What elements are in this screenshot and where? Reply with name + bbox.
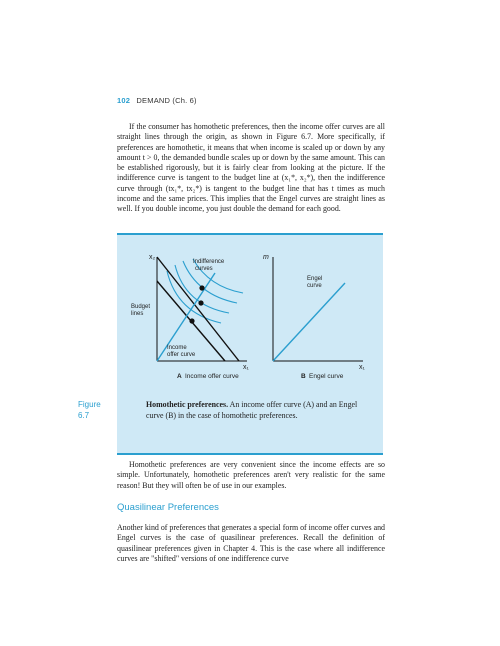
- indifference-label-1: Indifference: [193, 259, 225, 265]
- paragraph-quasilinear: Another kind of preferences that generates a special form of income offer curves and Engel curves is the case of quasilinear preferences. Recall the definition of quasilinear preferences given in Chapter 4. This is the case where all indifference curves are "shifted" versions of one indifference curve: [117, 523, 385, 563]
- panel-a-caption: Income offer curve: [185, 373, 239, 380]
- panel-b-letter: B: [301, 373, 306, 380]
- panel-a-x-label: x₁: [243, 364, 249, 371]
- panel-a-letter: A: [177, 373, 182, 380]
- income-label-2: offer curve: [167, 352, 196, 358]
- running-header: [117, 96, 197, 105]
- figure-caption: [146, 400, 371, 421]
- figure-panel: [117, 233, 383, 455]
- page-number: 102: [117, 96, 131, 105]
- paragraph-homothetic: If the consumer has homothetic preferences, then the income offer curves are all straight lines through the origin, as shown in Figure 6.7. More specifically, if preferences are homothetic, it means that when income is scaled up or down by any amount t > 0, the demanded bundle scales up or down by the same amount. This can be established rigorously, but it is fairly clear from looking at the picture. If the indifference curve is tangent to the budget line at (x₁*, x₂*), then the indifference curve through (tx₁*, tx₂*) is tangent to the budget line that has t times as much income and the same prices. This implies that the Engel curves are straight lines as well. If you double income, you just double the demand for each good.: [117, 122, 385, 214]
- engel-label-2: curve: [307, 283, 322, 289]
- panel-b-x-label: x₁: [359, 364, 365, 371]
- caption-text: An income offer curve (A) and an Engel curve (B) in the case of homothetic preferences.: [146, 400, 358, 420]
- engel-label-1: Engel: [307, 276, 323, 282]
- panel-b-caption: Engel curve: [309, 373, 344, 380]
- income-label-1: Income: [167, 345, 187, 351]
- caption-title: Homothetic preferences.: [146, 400, 229, 409]
- tangency-point-1: [189, 318, 194, 323]
- engel-curve: [273, 283, 345, 361]
- section-heading: Quasilinear Preferences: [117, 502, 219, 513]
- figure-number: 6.7: [78, 411, 90, 420]
- chapter-title: DEMAND (Ch. 6): [136, 96, 197, 105]
- tangency-point-2: [198, 300, 203, 305]
- figure-label: [78, 399, 101, 421]
- panel-b-y-label: m: [263, 254, 269, 261]
- paragraph-convenient: Homothetic preferences are very convenient since the income effects are so simple. Unfortunately, homothetic preferences aren't very realistic for the same reason! But they will often be of use in our examples.: [117, 460, 385, 490]
- budget-label-1: Budget: [131, 304, 151, 310]
- indifference-label-2: curves: [195, 266, 213, 272]
- panel-a-y-label: x₂: [149, 254, 156, 261]
- budget-label-2: lines: [131, 311, 144, 317]
- tangency-point-3: [199, 285, 204, 290]
- figure-word: Figure: [78, 400, 101, 409]
